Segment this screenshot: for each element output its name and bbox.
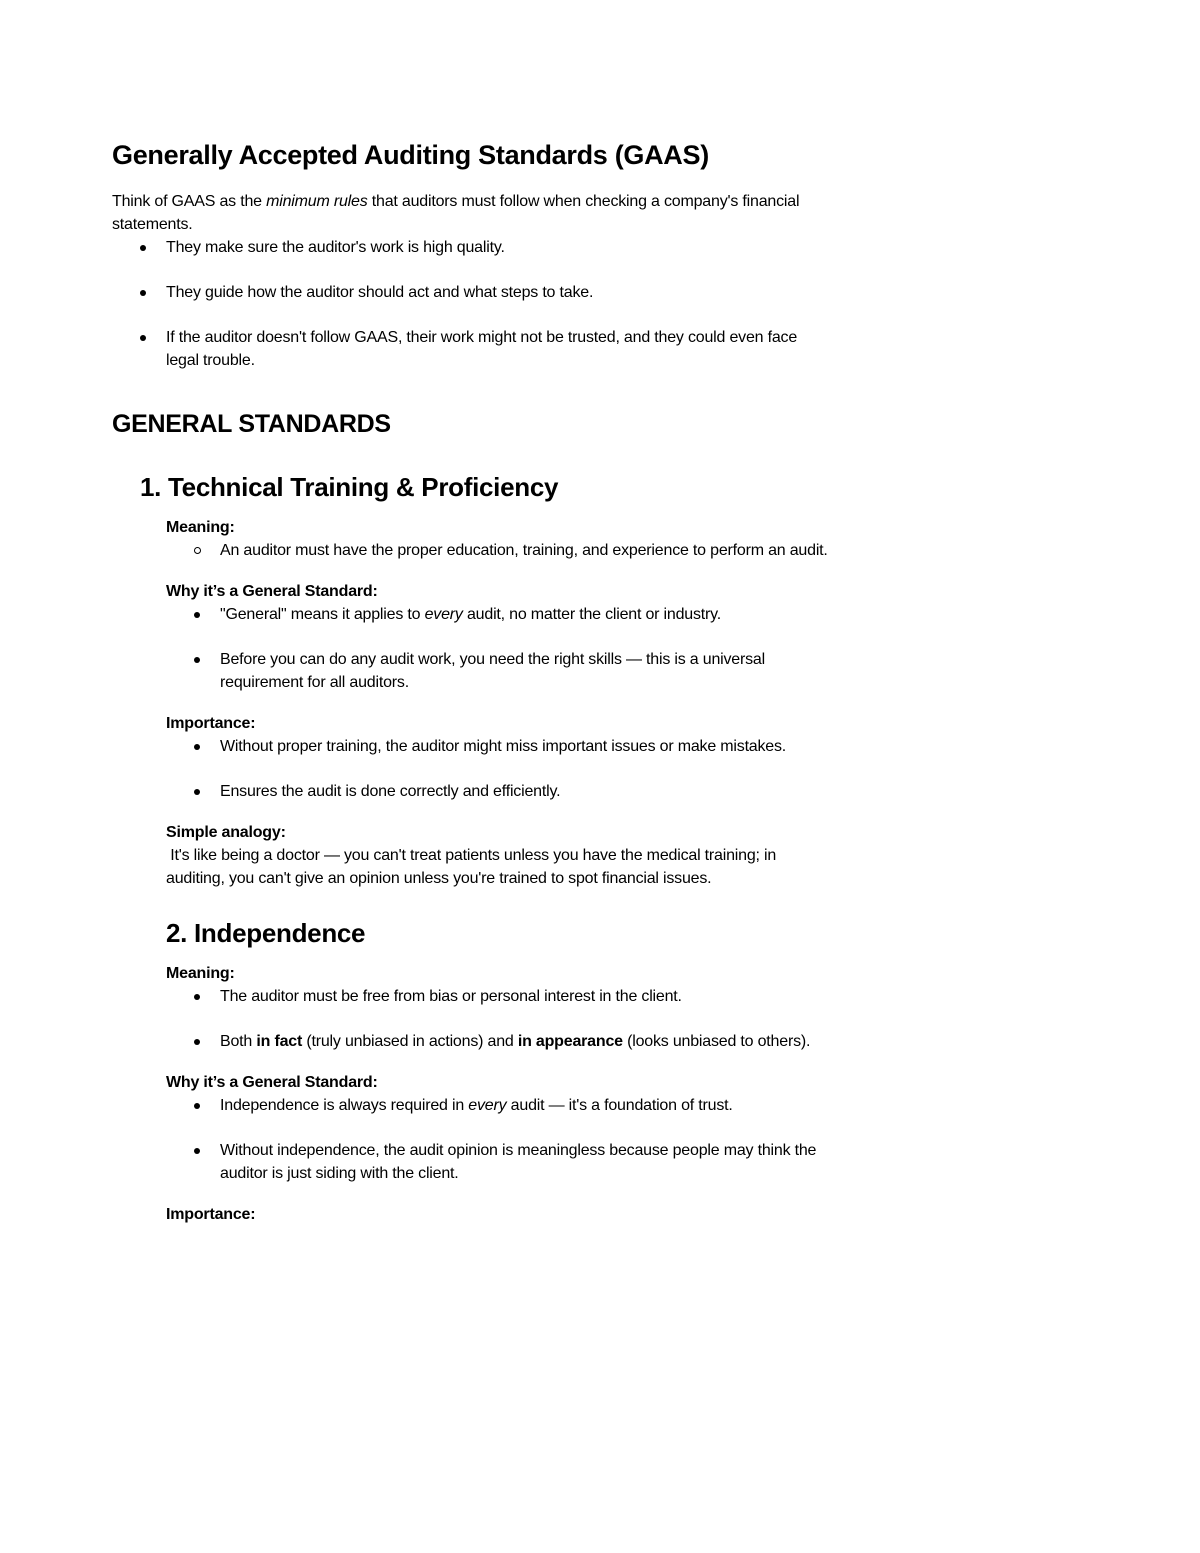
list-item-text: The auditor must be free from bias or personal interest in the client. [220, 988, 682, 1005]
bullet-icon [194, 1103, 200, 1109]
list-item [112, 236, 832, 259]
list-item-text-mid: (truly unbiased in actions) and [302, 1033, 518, 1050]
list-item-text: Before you can do any audit work, you need the right skills — this is a universal requirement for all auditors. [220, 651, 765, 691]
list-item [166, 603, 832, 626]
list-item [166, 780, 832, 803]
list-item-text: "General" means it applies to [220, 606, 425, 623]
intro-text-end: that auditors must follow when checking a company's financial statements. [112, 193, 800, 233]
list-item-text-end: (looks unbiased to others). [622, 1033, 811, 1050]
meaning-list [166, 539, 832, 562]
list-item [112, 281, 832, 304]
list-item-text: Both [220, 1033, 257, 1050]
list-item-text-end: audit — it's a foundation of trust. [506, 1097, 733, 1114]
bullet-icon [194, 1148, 200, 1154]
why-list [166, 1094, 832, 1185]
hollow-bullet-icon [194, 547, 201, 554]
standard-1-heading: 1. Technical Training & Proficiency [140, 472, 559, 502]
bullet-icon [140, 335, 146, 341]
list-item [166, 735, 832, 758]
list-item [166, 1094, 832, 1117]
list-item-text: Without proper training, the auditor might miss important issues or make mistakes. [220, 738, 787, 755]
standard-2-heading: 2. Independence [166, 918, 366, 948]
list-item [112, 326, 832, 372]
list-item-text: They make sure the auditor's work is high quality. [166, 239, 505, 256]
bold-text: in fact [256, 1033, 303, 1050]
bullet-icon [194, 994, 200, 1000]
list-item [166, 539, 832, 562]
list-item-text: Ensures the audit is done correctly and efficiently. [220, 783, 561, 800]
standard-1-body [166, 516, 832, 890]
list-item-text: If the auditor doesn't follow GAAS, their work might not be trusted, and they could even face legal trouble. [166, 329, 798, 369]
emphasis-text: every [424, 606, 463, 623]
why-list [166, 603, 832, 694]
intro-emphasis: minimum rules [266, 193, 368, 210]
bullet-icon [194, 657, 200, 663]
importance-label: Importance: [166, 1206, 256, 1223]
standard-2 [140, 916, 832, 1226]
analogy-text: It's like being a doctor — you can't treat patients unless you have the medical training; in auditing, you can't give an opinion unless you're trained to spot financial issues. [166, 847, 781, 887]
bullet-icon [194, 789, 200, 795]
list-item-text: Independence is always required in [220, 1097, 469, 1114]
bullet-icon [194, 744, 200, 750]
bullet-icon [194, 612, 200, 618]
importance-label: Importance: [166, 715, 256, 732]
list-item-text: An auditor must have the proper education, training, and experience to perform an audit. [220, 542, 828, 559]
meaning-label: Meaning: [166, 965, 235, 982]
standard-1 [140, 470, 832, 890]
list-item [166, 648, 832, 694]
intro-text: Think of GAAS as the [112, 193, 267, 210]
standard-2-body [166, 962, 832, 1226]
section-heading: GENERAL STANDARDS [112, 410, 391, 438]
document-title: Generally Accepted Auditing Standards (GAAS) [112, 140, 709, 170]
emphasis-text: every [468, 1097, 507, 1114]
intro-paragraph [112, 190, 832, 236]
why-label: Why it’s a General Standard: [166, 583, 378, 600]
why-label: Why it’s a General Standard: [166, 1074, 378, 1091]
meaning-label: Meaning: [166, 519, 235, 536]
bullet-icon [140, 245, 146, 251]
list-item-text-end: audit, no matter the client or industry. [462, 606, 722, 623]
bullet-icon [194, 1039, 200, 1045]
list-item [166, 985, 832, 1008]
list-item [166, 1030, 832, 1053]
analogy-label: Simple analogy: [166, 824, 286, 841]
importance-list [166, 735, 832, 803]
list-item [166, 1139, 832, 1185]
bullet-icon [140, 290, 146, 296]
list-item-text: They guide how the auditor should act and what steps to take. [166, 284, 594, 301]
bold-text: in appearance [517, 1033, 623, 1050]
document-content [112, 138, 832, 1226]
intro-bullet-list [112, 236, 832, 372]
list-item-text: Without independence, the audit opinion is meaningless because people may think the auditor is just siding with the client. [220, 1142, 817, 1182]
meaning-list [166, 985, 832, 1053]
